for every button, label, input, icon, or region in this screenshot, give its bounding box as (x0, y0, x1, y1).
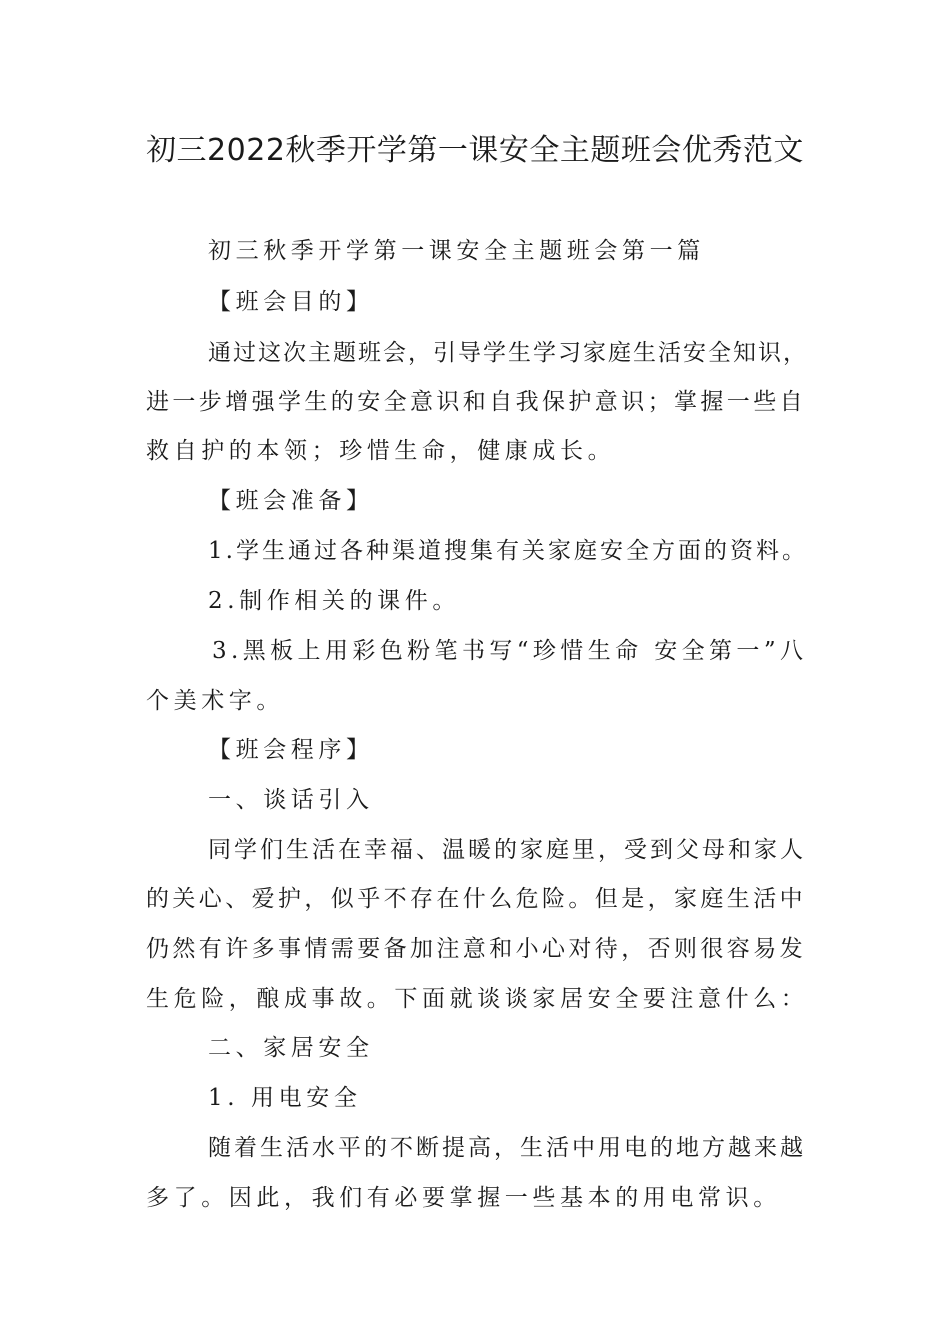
step-paragraph-line: 同学们生活在幸福、温暖的家庭里，受到父母和家人 (208, 837, 806, 863)
section-heading: 初三秋季开学第一课安全主题班会第一篇 (208, 238, 705, 264)
step-paragraph-line: 生危险，酿成事故。下面就谈谈家居安全要注意什么： (146, 986, 809, 1012)
purpose-heading: 【班会目的】 (208, 289, 374, 315)
document-title: 初三2022秋季开学第一课安全主题班会优秀范文 (146, 133, 804, 168)
purpose-line: 通过这次主题班会，引导学生学习家庭生活安全知识， (208, 340, 808, 366)
preparation-item: 2.制作相关的课件。 (208, 588, 460, 614)
preparation-item: 3.黑板上用彩色粉笔书写“珍惜生命 安全第一”八 (212, 638, 808, 664)
procedure-heading: 【班会程序】 (208, 737, 374, 763)
purpose-line: 进一步增强学生的安全意识和自我保护意识；掌握一些自 (146, 389, 806, 415)
preparation-item: 1.学生通过各种渠道搜集有关家庭安全方面的资料。 (208, 538, 808, 564)
sub-paragraph-line: 随着生活水平的不断提高，生活中用电的地方越来越 (208, 1135, 806, 1161)
sub-heading: 1. 用电安全 (208, 1085, 362, 1111)
step-heading: 二、家居安全 (208, 1035, 374, 1061)
step-heading: 一、谈话引入 (208, 787, 374, 813)
preparation-item: 个美术字。 (146, 688, 284, 714)
sub-paragraph-line: 多了。因此，我们有必要掌握一些基本的用电常识。 (146, 1185, 781, 1211)
step-paragraph-line: 仍然有许多事情需要备加注意和小心对待，否则很容易发 (146, 936, 806, 962)
purpose-line: 救自护的本领；珍惜生命，健康成长。 (146, 438, 616, 464)
step-paragraph-line: 的关心、爱护，似乎不存在什么危险。但是，家庭生活中 (146, 886, 806, 912)
preparation-heading: 【班会准备】 (208, 488, 374, 514)
